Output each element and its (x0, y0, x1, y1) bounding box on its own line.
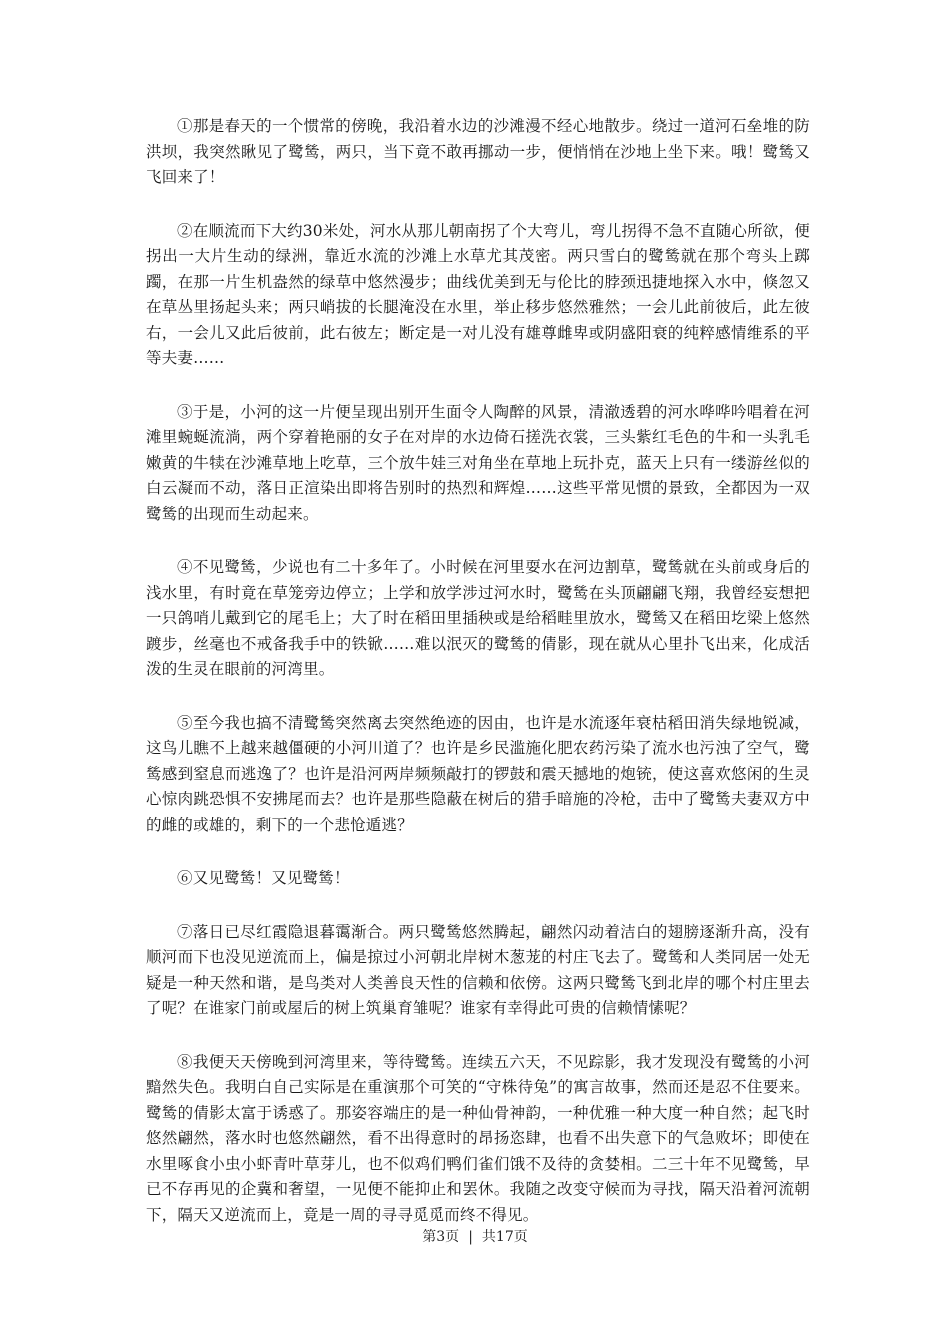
footer-separator: | (468, 1229, 473, 1245)
paragraph-1: ①那是春天的一个惯常的傍晚，我沿着水边的沙滩漫不经心地散步。绕过一道河石垒堆的防洪坝，我突然瞅见了鹭鸶，两只，当下竟不敢再挪动一步，便悄悄在沙地上坐下来。哦！鹭鸶又飞回来了！ (146, 117, 810, 186)
paragraph-6: ⑥又见鹭鸶！又见鹭鸶！ (177, 869, 350, 887)
page-number-total: 共17页 (481, 1229, 528, 1245)
paragraph-2: ②在顺流而下大约30米处，河水从那儿朝南拐了个大弯儿，弯儿拐得不急不直随心所欲，便拐出一大片生动的绿洲，靠近水流的沙滩上水草尤其茂密。两只雪白的鹭鸶就在那个弯头上踯躅，在那一片生机盎然的绿草中悠然漫步；曲线优美到无与伦比的脖颈迅捷地探入水中，倏忽又在草丛里扬起头来；两只峭拔的长腿淹没在水里，举止移步悠然雅然；一会儿此前彼后，此左彼右，一会儿又此后彼前，此右彼左；断定是一对儿没有雄尊雌卑或阴盛阳衰的纯粹感情维系的平等夫妻…… (146, 221, 810, 367)
paragraph-7: ⑦落日已尽红霞隐退暮霭渐合。两只鹭鸶悠然腾起，翩然闪动着洁白的翅膀逐渐升高，没有顺河而下也没见逆流而上，偏是掠过小河朝北岸树木葱茏的村庄飞去了。鹭鸶和人类同居一处无疑是一种天然和谐，是鸟类对人类善良天性的信赖和依傍。这两只鹭鸶飞到北岸的哪个村庄里去了呢？在谁家门前或屋后的树上筑巢育雏呢？谁家有幸得此可贵的信赖情愫呢？ (146, 922, 810, 1017)
paragraph-4: ④不见鹭鸶，少说也有二十多年了。小时候在河里耍水在河边割草，鹭鸶就在头前或身后的浅水里，有时竟在草笼旁边停立；上学和放学涉过河水时，鹭鸶在头顶翩翩飞翔，我曾经妄想把一只鸽哨儿戴到它的尾毛上；大了时在稻田里插秧或是给稻畦里放水，鹭鸶又在稻田圪梁上悠然踱步，丝毫也不戒备我手中的铁锨……难以泯灭的鹭鸶的倩影，现在就从心里扑飞出来，化成活泼的生灵在眼前的河湾里。 (146, 558, 810, 678)
page-footer (0, 1226, 950, 1246)
paragraph-3: ③于是，小河的这一片便呈现出别开生面令人陶醉的风景，清澈透碧的河水哗哗吟唱着在河滩里蜿蜒流淌，两个穿着艳丽的女子在对岸的水边倚石搓洗衣裳，三头紫红毛色的牛和一头乳毛嫩黄的牛犊在沙滩草地上吃草，三个放牛娃三对角坐在草地上玩扑克，蓝天上只有一缕游丝似的白云凝而不动，落日正渲染出即将告别时的热烈和辉煌……这些平常见惯的景致，全都因为一双鹭鸶的出现而生动起来。 (146, 402, 810, 523)
paragraph-8: ⑧我便天天傍晚到河湾里来，等待鹭鸶。连续五六天，不见踪影，我才发现没有鹭鸶的小河黯然失色。我明白自己实际是在重演那个可笑的“守株待兔”的寓言故事，然而还是忍不住要来。鹭鸶的倩影太富于诱惑了。那姿容端庄的是一种仙骨神韵，一种优雅一种大度一种自然；起飞时悠然翩然，落水时也悠然翩然，看不出得意时的昂扬恣肆，也看不出失意下的气急败坏；即使在水里啄食小虫小虾青叶草芽儿，也不似鸡们鸭们雀们饿不及待的贪婪相。二三十年不见鹭鸶，早已不存再见的企冀和奢望，一见便不能抑止和罢休。我随之改变守候而为寻找，隔天沿着河流朝下，隔天又逆流而上，竟是一周的寻寻觅觅而终不得见。 (146, 1052, 810, 1224)
paragraph-5: ⑤至今我也搞不清鹭鸶突然离去突然绝迹的因由，也许是水流逐年衰枯稻田消失绿地锐减，这鸟儿瞧不上越来越僵硬的小河川道了？也许是乡民滥施化肥农药污染了流水也污浊了空气，鹭鸶感到窒息而逃逸了？也许是沿河两岸频频敲打的锣鼓和震天撼地的炮铳，使这喜欢悠闲的生灵心惊肉跳恐惧不安拂尾而去？也许是那些隐蔽在树后的猎手暗施的冷枪，击中了鹭鸶夫妻双方中的雌的或雄的，剩下的一个悲怆遁逃？ (146, 713, 810, 834)
page-number-current: 第3页 (422, 1229, 460, 1245)
essay-body (146, 114, 810, 1256)
